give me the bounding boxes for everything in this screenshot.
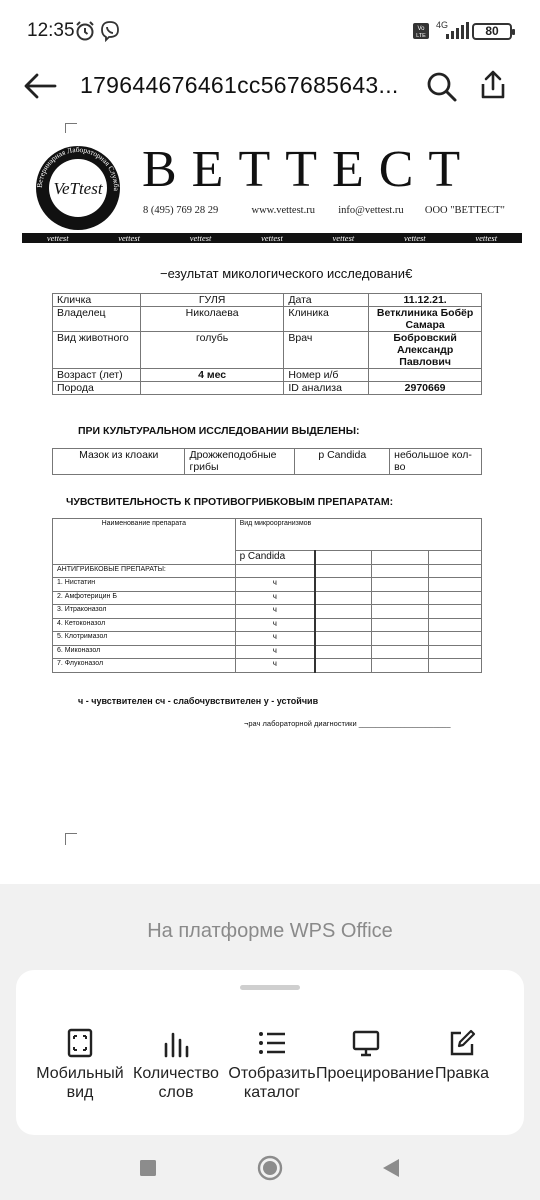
network-type: 4G: [436, 20, 449, 30]
drug-group-label: АНТИГРИБКОВЫЕ ПРЕПАРАТЫ:: [53, 564, 236, 578]
sheet-drag-handle[interactable]: [240, 985, 300, 990]
signature-line: ¬рач лабораторной диагностики ______________________: [244, 719, 451, 728]
contact-email: info@vettest.ru: [338, 205, 404, 216]
value-species: голубь: [140, 332, 284, 369]
recents-icon[interactable]: [139, 1159, 157, 1177]
system-nav-bar: [0, 1138, 540, 1200]
culture-organism-type: Дрожжеподобные грибы: [185, 449, 295, 475]
label-species: Вид животного: [53, 332, 141, 369]
table-row: 6. Миконазол ч: [53, 645, 482, 659]
organism-column: р Candida: [235, 551, 315, 565]
volte-icon: [412, 22, 430, 40]
contacts-line: [143, 205, 505, 216]
mobile-view-button[interactable]: [30, 1028, 130, 1102]
projection-button[interactable]: [316, 1028, 434, 1083]
label-analysis-id: ID анализа: [284, 382, 369, 395]
culture-heading: ПРИ КУЛЬТУРАЛЬНОМ ИССЛЕДОВАНИИ ВЫДЕЛЕНЫ:: [78, 425, 360, 437]
table-row: 1. Нистатин ч: [53, 578, 482, 592]
tool-label: Проецирование: [316, 1065, 434, 1082]
back-icon[interactable]: [381, 1157, 401, 1179]
mobile-view-icon: [66, 1028, 94, 1058]
label-date: Дата: [284, 294, 369, 307]
culture-table: [52, 448, 482, 475]
viber-icon: [100, 20, 120, 42]
value-clinic: Ветклиника Бобёр Самара: [369, 307, 482, 332]
brand-name: ВЕТТЕСТ: [142, 141, 476, 198]
value-breed: [140, 382, 284, 395]
table-row: 2. Амфотерицин Б ч: [53, 591, 482, 605]
label-card: Номер и/б: [284, 369, 369, 382]
svg-text:LTE: LTE: [416, 33, 426, 39]
signal-icon: [436, 22, 470, 40]
page-corner-mark: [65, 123, 77, 133]
svg-text:Ветеринарная Лабораторная Служ: Ветеринарная Лабораторная Служба: [34, 144, 122, 192]
contact-site: www.vettest.ru: [251, 205, 315, 216]
svg-text:Vo: Vo: [417, 26, 425, 32]
value-date: 11.12.21.: [369, 294, 482, 307]
status-time: 12:35: [27, 20, 75, 41]
culture-amount: небольшое кол-во: [390, 449, 482, 475]
tool-label: Отобразить каталог: [228, 1065, 316, 1101]
search-icon[interactable]: [425, 70, 459, 104]
word-count-button[interactable]: [126, 1028, 226, 1102]
page-corner-mark: [65, 833, 77, 845]
col-drug-header: Наименование препарата: [53, 519, 236, 551]
tools-sheet: [16, 970, 524, 1135]
share-icon[interactable]: [476, 68, 510, 102]
sensitivity-heading: ЧУВСТВИТЕЛЬНОСТЬ К ПРОТИВОГРИБКОВЫМ ПРЕПАРАТАМ:: [66, 496, 394, 508]
platform-note: На платформе WPS Office: [147, 920, 393, 942]
table-row: 7. Флуконазол ч: [53, 659, 482, 673]
culture-organism: р Candida: [295, 449, 390, 475]
edit-icon: [447, 1028, 477, 1058]
edit-button[interactable]: [412, 1028, 512, 1083]
brand-stripe: vettest vettest vettest vettest vettest vettest vettest: [22, 233, 522, 243]
back-arrow-icon[interactable]: [22, 70, 58, 102]
value-card: [369, 369, 482, 382]
alarm-icon: [74, 20, 96, 42]
document-page: [0, 118, 540, 878]
word-count-icon: [162, 1028, 190, 1058]
projection-icon: [351, 1028, 381, 1058]
label-age: Возраст (лет): [53, 369, 141, 382]
vettest-logo: [34, 144, 122, 232]
table-row: 4. Кетоконазол ч: [53, 618, 482, 632]
patient-info-table: [52, 293, 482, 395]
catalog-icon: [257, 1028, 287, 1058]
svg-text:VeTtest: VeTtest: [53, 179, 103, 198]
document-title: 179644676461cc567685643...: [80, 72, 399, 98]
catalog-button[interactable]: [222, 1028, 322, 1102]
label-doctor: Врач: [284, 332, 369, 369]
result-legend: ч - чувствителен сч - слабочувствителен у - устойчив: [78, 696, 319, 706]
table-row: 5. Клотримазол ч: [53, 632, 482, 646]
tool-label: Количество слов: [133, 1065, 219, 1101]
value-analysis-id: 2970669: [369, 382, 482, 395]
label-breed: Порода: [53, 382, 141, 395]
status-bar: [0, 0, 540, 62]
contact-phone: 8 (495) 769 28 29: [143, 205, 219, 216]
label-nickname: Кличка: [53, 294, 141, 307]
tool-label: Мобильный вид: [36, 1065, 124, 1101]
battery-indicator: 80: [472, 23, 512, 40]
value-nickname: ГУЛЯ: [140, 294, 284, 307]
label-clinic: Клиника: [284, 307, 369, 332]
sensitivity-table: [52, 518, 482, 673]
app-bar: [0, 62, 540, 112]
col-organism-header: Вид микроорганизмов: [235, 519, 481, 551]
value-age: 4 мес: [140, 369, 284, 382]
value-owner: Николаева: [140, 307, 284, 332]
report-title: −езультат микологического исследовани€: [160, 266, 413, 281]
home-icon[interactable]: [257, 1155, 283, 1181]
tool-label: Правка: [434, 1065, 490, 1082]
table-row: 3. Итраконазол ч: [53, 605, 482, 619]
contact-org: ООО "ВЕТТЕСТ": [424, 205, 505, 216]
value-doctor: Бобровский Александр Павлович: [369, 332, 482, 369]
culture-sample: Мазок из клоаки: [53, 449, 185, 475]
label-owner: Владелец: [53, 307, 141, 332]
